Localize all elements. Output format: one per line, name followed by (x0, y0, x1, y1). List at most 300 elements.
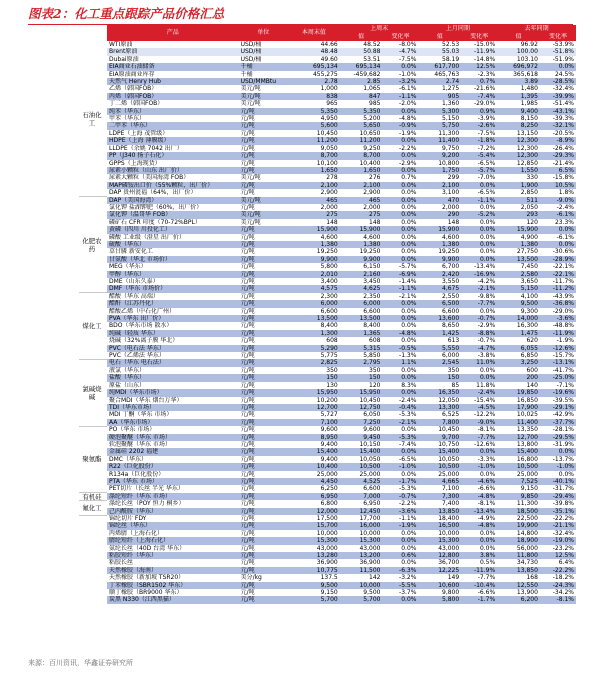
cell-lwc: 0.0% (401, 529, 417, 537)
table-row (107, 463, 576, 470)
cell-lmc: -1.1% (477, 196, 496, 204)
cell-cur: 15,700 (316, 522, 338, 530)
cell-ly: 1,985 (520, 100, 538, 108)
cell-lyc: -11.2% (552, 285, 574, 293)
cell-lwc: 0.0% (401, 248, 417, 256)
cell-cur: 15,400 (316, 448, 338, 456)
cell-unit: 元/吨 (240, 107, 255, 115)
cell-lmc: -15.0% (473, 41, 496, 48)
cell-cur: 43,000 (316, 544, 338, 552)
cell-ly: 6,200 (520, 596, 538, 604)
cell-lm: 2,420 (442, 270, 460, 278)
cell-lw: 9,900 (363, 255, 381, 263)
cell-name: 己内酰胺（华东） (109, 507, 158, 515)
table-row (107, 248, 576, 255)
cell-name: LDPE（上海 茂管级） (109, 129, 169, 137)
cell-lm: 6,600 (442, 307, 460, 315)
table-row (107, 130, 576, 137)
cell-lw: 50.88 (363, 48, 381, 56)
cell-lm: 12,050 (438, 396, 460, 404)
cell-lyc: -39.3% (552, 115, 574, 123)
cell-name: 醋酸乙烯（中石化广州） (109, 307, 176, 315)
table-row (107, 434, 576, 441)
cell-lmc: -8.8% (477, 329, 496, 337)
cell-unit: 元/吨 (240, 144, 255, 152)
cell-lyc: -12.6% (552, 344, 574, 352)
table-row (107, 530, 576, 537)
cell-lwc: 0.0% (401, 240, 417, 248)
cell-lwc: -2.1% (399, 292, 417, 300)
cell-lmc: -4.2% (477, 278, 496, 285)
cell-unit: 元/吨 (240, 189, 255, 197)
cell-lmc: -5.2% (477, 211, 496, 219)
cell-name: 氨纶长丝（40D 台湾 华东） (109, 544, 186, 552)
cell-lm: 2,000 (442, 203, 460, 211)
table-row (107, 56, 576, 63)
category-divider (79, 292, 107, 293)
cell-cur: 12,700 (316, 403, 338, 411)
cell-lwc: -1.1% (399, 515, 417, 522)
cell-lmc: -7.2% (477, 144, 496, 152)
cell-name: 丙烯腈（上海石化） (109, 529, 164, 537)
cell-lwc: 0.6% (401, 552, 417, 560)
cell-lw: 25,000 (359, 470, 381, 478)
cell-cur: 11,200 (316, 137, 338, 145)
cell-ly: 9,300 (520, 307, 538, 315)
cell-cur: 5,727 (320, 411, 338, 419)
cell-ly: 13,900 (516, 589, 538, 597)
cell-cur: 15,900 (316, 226, 338, 234)
cell-ly: 511 (526, 196, 538, 204)
cell-lyc: -36.8% (552, 300, 574, 308)
cell-unit: 美元/吨 (240, 92, 261, 100)
cell-ly: 4,900 (520, 233, 538, 241)
cell-ly: 8,150 (520, 115, 538, 123)
cell-lmc: 3.8% (479, 552, 496, 560)
cell-unit: 美元/吨 (240, 218, 261, 226)
cell-unit: 元/吨 (240, 596, 255, 604)
cell-lwc: -5.3% (399, 433, 417, 441)
cell-lw: 17,700 (359, 515, 381, 522)
cell-ly: 18,900 (516, 537, 538, 545)
table-row (107, 189, 576, 196)
cell-lmc: 11.8% (476, 381, 496, 389)
cell-cur: 137.5 (320, 574, 338, 582)
cell-cur: 25,000 (316, 470, 338, 478)
cell-cur: 15,950 (316, 389, 338, 397)
cell-lyc: 12.5% (554, 552, 574, 560)
cell-lm: 19,250 (438, 248, 460, 256)
cell-lyc: -11.7% (552, 278, 574, 285)
cell-ly: 12,300 (516, 152, 538, 160)
cell-unit: 元/吨 (240, 440, 255, 448)
cell-lyc: -24.3% (552, 581, 574, 589)
cell-lw: 7,000 (363, 492, 381, 500)
cell-unit: USD/桶 (240, 55, 262, 63)
cell-unit: 元/吨 (240, 581, 255, 589)
cell-cur: 2,300 (320, 292, 338, 300)
cell-ly: 7,525 (520, 477, 538, 485)
cell-lmc: 0.0% (479, 448, 496, 456)
cell-lw: 10,400 (359, 159, 381, 167)
cell-lw: 48.52 (363, 41, 381, 48)
cell-name: PTA（华东 市场） (109, 477, 158, 485)
category-label: 有机硅 (82, 492, 102, 501)
cell-lwc: -2.0% (399, 100, 417, 108)
cell-lmc: -11.9% (473, 48, 496, 56)
cell-lyc: 23.3% (554, 218, 574, 226)
cell-cur: 5,290 (320, 344, 338, 352)
cell-lm: 1,380 (442, 240, 460, 248)
cell-lw: 608 (369, 337, 381, 345)
cell-name: 草甘膦 新安化工 (109, 248, 153, 256)
cell-lw: 2,900 (363, 189, 381, 197)
cell-unit: USD/MMBtu (240, 78, 277, 86)
cell-cur: 465 (326, 196, 338, 204)
cell-lwc: -6.5% (399, 455, 417, 463)
cell-ly: 13,800 (516, 440, 538, 448)
cell-lmc: -14.8% (473, 55, 496, 63)
cell-unit: 元/吨 (240, 137, 255, 145)
cell-lwc: -1.4% (399, 278, 417, 285)
cell-ly: 9,500 (520, 300, 538, 308)
cell-lmc: -3.9% (477, 115, 496, 123)
cell-lw: 695,134 (355, 63, 381, 71)
cell-lm: 148 (447, 218, 460, 226)
table-row (107, 345, 576, 352)
cell-lwc: 0.0% (401, 152, 417, 160)
cell-lm: 1,360 (442, 100, 460, 108)
cell-lwc: -6.3% (399, 566, 417, 574)
cell-lyc: -21.1% (552, 522, 574, 530)
cell-lyc: -22.1% (552, 263, 574, 271)
cell-lw: 9,450 (363, 433, 381, 441)
cell-lyc: -34.2% (552, 589, 574, 597)
cell-lm: 13,850 (438, 507, 460, 515)
cell-lyc: -29.0% (552, 307, 574, 315)
cell-lyc: -29.3% (552, 152, 574, 160)
cell-lyc: 1.8% (558, 189, 574, 197)
cell-lw: 10,000 (359, 581, 381, 589)
cell-unit: 元/吨 (240, 240, 255, 248)
table-row (107, 315, 576, 322)
cell-lm: 465,763 (434, 70, 460, 78)
cell-lmc: -4.7% (477, 344, 496, 352)
cell-cur: 10,775 (316, 566, 338, 574)
cell-ly: 1,380 (520, 240, 538, 248)
cell-ly: 6,055 (520, 344, 538, 352)
cell-lwc: 0.0% (401, 137, 417, 145)
cell-name: 纯苯（华东） (109, 107, 146, 115)
table-row (107, 359, 576, 366)
cell-lw: 5,700 (363, 596, 381, 604)
header-last-month: 上月同期 (445, 25, 470, 32)
cell-lwc: 0.0% (401, 107, 417, 115)
cell-lmc: -7.7% (477, 300, 496, 308)
cell-lw: 5,650 (363, 122, 381, 130)
cell-name: 硫酸（华东） (109, 240, 146, 248)
cell-unit: 元/吨 (240, 352, 255, 360)
cell-name: Brent原油 (109, 48, 138, 56)
table-row (107, 115, 576, 122)
cell-name: PET切片（长丝 半光 华东） (109, 485, 184, 493)
cell-ly: 22,500 (516, 515, 538, 522)
cell-cur: 2,100 (320, 181, 338, 189)
table-row (107, 85, 576, 92)
table-row (107, 352, 576, 359)
cell-name: PP（J340 扬子石化） (109, 152, 168, 160)
cell-ly: 1,475 (520, 329, 538, 337)
cell-lm: 6,525 (442, 411, 460, 419)
cell-lw: 2,100 (363, 181, 381, 189)
cell-name: 顺丁橡胶（BR9000 华东） (109, 589, 183, 597)
cell-ly: 1,480 (520, 85, 538, 93)
cell-lwc: 0.0% (401, 218, 417, 226)
cell-unit: 元/吨 (240, 507, 255, 515)
cell-lyc: -8.1% (556, 596, 574, 604)
cell-ly: 19,850 (516, 389, 538, 397)
table-row (107, 456, 576, 463)
cell-unit: 元/吨 (240, 285, 255, 293)
cell-unit: 元/吨 (240, 552, 255, 560)
cell-lm: 350 (447, 366, 460, 374)
cell-lw: 12,450 (359, 507, 381, 515)
cell-lmc: 12.5% (476, 63, 496, 71)
cell-name: 丁二烯（韩国FOB） (109, 100, 164, 108)
cell-name: PO（华东 市场） (109, 426, 156, 434)
cell-cur: 2,010 (320, 270, 338, 278)
cell-unit: 元/吨 (240, 492, 255, 500)
table-row (107, 322, 576, 329)
cell-lmc: 0.0% (479, 529, 496, 537)
cell-lm: 4,600 (442, 233, 460, 241)
cell-lm: 1,425 (442, 329, 460, 337)
cell-lmc: -6.5% (477, 159, 496, 167)
cell-lyc: -20.5% (552, 129, 574, 137)
cell-unit: 美元/吨 (240, 211, 261, 219)
cell-lyc: -29.4% (552, 492, 574, 500)
cell-lmc: 0.9% (479, 107, 496, 115)
cell-lm: 85 (451, 381, 460, 389)
table-row (107, 582, 576, 589)
cell-ly: 330 (526, 174, 538, 182)
cell-unit: 元/吨 (240, 403, 255, 411)
cell-name: 尿素大颗粒（美国海湾 FOB） (109, 174, 190, 182)
cell-unit: USD/桶 (240, 41, 262, 48)
cell-lm: 4,675 (442, 285, 460, 293)
cell-unit: 元/吨 (240, 159, 255, 167)
cell-lmc: -6.6% (477, 589, 496, 597)
cell-lw: 142 (369, 574, 381, 582)
cell-lyc: -51.8% (552, 48, 574, 56)
cell-lyc: -6.1% (556, 233, 574, 241)
header-val: 值 (515, 33, 522, 40)
cell-lyc: 24.5% (554, 70, 574, 78)
cell-name: LLDPE（余姚 7042 出厂） (109, 144, 183, 152)
cell-lw: 10,150 (359, 440, 381, 448)
cell-lyc: -2.4% (556, 203, 574, 211)
cell-lm: 10,600 (438, 581, 460, 589)
table-row (107, 226, 576, 233)
cell-lm: 13,300 (438, 403, 460, 411)
cell-unit: 元/吨 (240, 329, 255, 337)
cell-lwc: 0.7% (401, 174, 417, 182)
cell-ly: 19,900 (516, 522, 538, 530)
cell-name: 天然橡胶（海南） (109, 566, 158, 574)
cell-cur: 148 (326, 218, 338, 226)
table-row (107, 596, 576, 603)
cell-lyc: -7.1% (556, 381, 574, 389)
cell-lw: 350 (369, 366, 381, 374)
cell-lw: 10,000 (359, 529, 381, 537)
cell-lyc: -39.8% (552, 500, 574, 508)
cell-lyc: -43.9% (552, 292, 574, 300)
cell-name: DMC（华东） (109, 455, 147, 463)
cell-ly: 11,400 (516, 418, 538, 426)
cell-ly: 5,150 (520, 285, 538, 293)
cell-unit: 元/吨 (240, 322, 255, 330)
cell-lyc: -28.1% (552, 426, 574, 434)
cell-lm: 5,750 (442, 122, 460, 130)
cell-lmc: -4.9% (477, 515, 496, 522)
cell-lmc: 0.0% (479, 181, 496, 189)
cell-cur: 6,000 (320, 300, 338, 308)
cell-lyc: 10.5% (554, 181, 574, 189)
cell-lw: 9,600 (363, 426, 381, 434)
cell-lwc: 0.0% (401, 426, 417, 434)
cell-lw: 465 (369, 196, 381, 204)
cell-lwc: -1.3% (399, 352, 417, 360)
cell-ly: 7,450 (520, 263, 538, 271)
cell-name: WTI原油 (109, 41, 133, 48)
cell-lw: 276 (369, 174, 381, 182)
cell-lm: 15,900 (438, 226, 460, 234)
cell-unit: 元/吨 (240, 337, 255, 345)
cell-lyc: -30.6% (552, 248, 574, 256)
cell-name: 黄磷（四川 川投化工） (109, 226, 171, 234)
cell-lmc: -1.0% (477, 463, 496, 471)
table-row (107, 145, 576, 152)
cell-lyc: -15.8% (552, 174, 574, 182)
table-row (107, 493, 576, 500)
category-divider (79, 359, 107, 360)
cell-ly: 15,900 (516, 226, 538, 234)
cell-lm: 617,700 (434, 63, 460, 71)
cell-unit: 元/吨 (240, 233, 255, 241)
cell-ly: 100.00 (516, 48, 538, 56)
cell-lyc: -25.0% (552, 374, 574, 382)
cell-cur: 10,200 (316, 396, 338, 404)
cell-lwc: -4.7% (399, 48, 417, 56)
cell-lmc: -16.9% (473, 270, 496, 278)
cell-unit: 元/吨 (240, 300, 255, 308)
cell-lyc: -28.5% (552, 78, 574, 86)
cell-lwc: -5.7% (399, 263, 417, 271)
table-row (107, 152, 576, 159)
category-label: 氟化工 (82, 503, 102, 512)
cell-lm: 16,500 (438, 522, 460, 530)
cell-lm: 10,800 (438, 159, 460, 167)
cell-lm: 1,750 (442, 166, 460, 174)
cell-ly: 34,730 (516, 559, 538, 567)
cell-name: PVA（华东 出厂价） (109, 315, 165, 323)
cell-lwc: 0.0% (401, 203, 417, 211)
table-row (107, 515, 576, 522)
cell-name: 甘氨酸（华北 市场价） (109, 255, 171, 263)
cell-cur: 15,300 (316, 537, 338, 545)
cell-lyc: -22.2% (552, 515, 574, 522)
cell-lm: 905 (447, 92, 460, 100)
cell-lyc: 0.0% (558, 63, 574, 71)
table-row (107, 426, 576, 433)
cell-lwc: -0.9% (399, 122, 417, 130)
cell-lm: 5,800 (442, 596, 460, 604)
cell-unit: 美元/吨 (240, 85, 261, 93)
cell-unit: 元/吨 (240, 515, 255, 522)
header-val: 值 (436, 33, 443, 40)
cell-name: 涤纶长丝（POY 恒力 桐乡） (109, 500, 185, 508)
cell-lw: -459,682 (353, 70, 381, 78)
source-note: 来源：百川资讯，华鑫证券研究所 (28, 659, 133, 667)
cell-lyc: -19.0% (552, 537, 574, 545)
cell-name: 聚合MDI（华东 烟台万华） (109, 396, 183, 404)
cell-ly: 3,650 (520, 278, 538, 285)
cell-lwc: 0.0% (401, 544, 417, 552)
cell-lw: 7,250 (363, 418, 381, 426)
cell-ly: 12,300 (516, 137, 538, 145)
cell-lmc: -1.8% (477, 137, 496, 145)
cell-lw: 13,500 (359, 315, 381, 323)
cell-cur: 2,825 (320, 359, 338, 367)
cell-lm: 2,100 (442, 181, 460, 189)
cell-name: 醋酐（江苏丹化） (109, 300, 158, 308)
category-label: 聚氨酯 (82, 455, 102, 463)
cell-ly: 293 (526, 211, 538, 219)
cell-unit: 元/吨 (240, 166, 255, 174)
table-row (107, 204, 576, 211)
cell-lwc: -2.1% (399, 418, 417, 426)
cell-name: AA（华东市场） (109, 418, 154, 426)
cell-lmc: 0.0% (479, 366, 496, 374)
cell-cur: 1,300 (320, 329, 338, 337)
cell-cur: 4,600 (320, 233, 338, 241)
cell-cur: 130 (326, 381, 338, 389)
cell-name: EIA原油商业库存 (109, 70, 155, 78)
cell-lmc: 0.0% (479, 218, 496, 226)
cell-name: 纯碱（轻质 华东） (109, 329, 159, 337)
header-product: 产品 (166, 29, 179, 36)
cell-name: PVC（乙烯法 华东） (109, 352, 165, 360)
cell-ly: 18,500 (516, 507, 538, 515)
cell-name: MEG（华东） (109, 263, 147, 271)
cell-lw: 2,160 (363, 270, 381, 278)
cell-cur: 5,350 (320, 107, 338, 115)
cell-lwc: 0.0% (401, 559, 417, 567)
cell-ly: 1,395 (520, 92, 538, 100)
table-row (107, 404, 576, 411)
cell-lyc: 0.0% (558, 240, 574, 248)
cell-lw: 2,350 (363, 292, 381, 300)
cell-unit: 元/吨 (240, 366, 255, 374)
cell-lyc: -29.1% (552, 403, 574, 411)
cell-ly: 12,300 (516, 144, 538, 152)
cell-lyc: -35.1% (552, 507, 574, 515)
cell-lyc: -32.4% (552, 529, 574, 537)
cell-name: 磷矿石 CFR 印度（70-72%BPL） (109, 218, 201, 226)
cell-cur: 8,400 (320, 322, 338, 330)
cell-lyc: -31.9% (552, 440, 574, 448)
table-row (107, 522, 576, 529)
